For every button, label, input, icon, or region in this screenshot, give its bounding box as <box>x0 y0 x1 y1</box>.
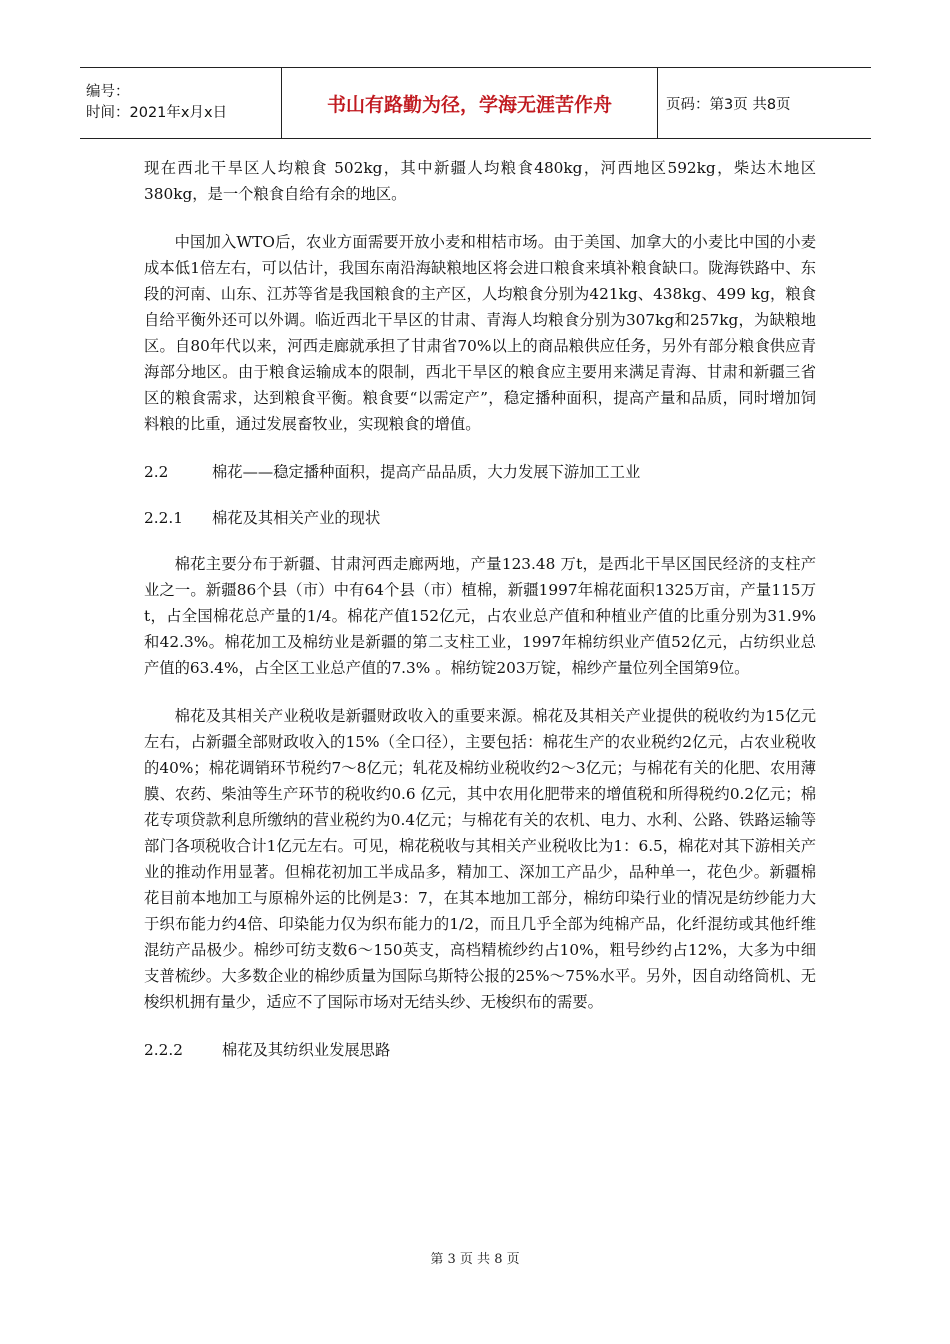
section-number: 2.2 <box>144 463 169 481</box>
page-footer <box>0 1248 950 1267</box>
section-number: 2.2.1 <box>144 509 183 527</box>
section-number: 2.2.2 <box>144 1041 183 1059</box>
paragraph-wto-grain: 中国加入WTO后，农业方面需要开放小麦和柑桔市场。由于美国、加拿大的小麦比中国的小麦成本低1倍左右，可以估计，我国东南沿海缺粮地区将会进口粮食来填补粮食缺口。陇海铁路中、东段的河南、山东、江苏等省是我国粮食的主产区，人均粮食分别为421kg、438kg、499 kg，粮食自给平衡外还可以外调。临近西北干旱区的甘肃、青海人均粮食分别为307kg和257kg，为缺粮地区。自80年代以来，河西走廊就承担了甘肃省70%以上的商品粮供应任务，另外有部分粮食供应青海部分地区。由于粮食运输成本的限制，西北干旱区的粮食应主要用来满足青海、甘肃和新疆三省区的粮食需求，达到粮食平衡。粮食要“以需定产”，稳定播种面积，提高产量和品质，同时增加饲料粮的比重，通过发展畜牧业，实现粮食的增值。 <box>144 233 816 433</box>
paragraph-cotton-tax: 棉花及其相关产业税收是新疆财政收入的重要来源。棉花及其相关产业提供的税收约为15亿元左右，占新疆全部财政收入的15%（全口径），主要包括：棉花生产的农业税约2亿元，占农业税收的40%；棉花调销环节税约7～8亿元；轧花及棉纺业税收约2～3亿元；与棉花有关的化肥、农用薄膜、农药、柴油等生产环节的税收约0.6 亿元，其中农用化肥带来的增值税和所得税约0.2亿元；棉花专项贷款利息所缴纳的营业税约为0.4亿元；与棉花有关的农机、电力、水利、公路、铁路运输等部门各项税收合计1亿元左右。可见，棉花税收与其相关产业税收比为1：6.5，棉花对其下游相关产业的推动作用显著。但棉花初加工半成品多，精加工、深加工产品少，品种单一，花色少。新疆棉花目前本地加工与原棉外运的比例是3：7，在其本地加工部分，棉纺印染行业的情况是纺纱能力大于织布能力约4倍、印染能力仅为织布能力的1/2，而且几乎全部为纯棉产品，化纤混纺或其他纤维混纺产品极少。棉纱可纺支数6～150英支，高档精梳纱约占10%，粗号纱约占12%，大多为中细支普梳纱。大多数企业的棉纱质量为国际乌斯特公报的25%～75%水平。另外，因自动络筒机、无梭织机拥有量少，适应不了国际市场对无结头纱、无梭织布的需要。 <box>144 707 816 1011</box>
section-title: 棉花及其纺织业发展思路 <box>222 1041 391 1059</box>
header-page-cell <box>658 68 871 138</box>
paragraph-grain-surplus: 现在西北干旱区人均粮食 502kg，其中新疆人均粮食480kg，河西地区592kg，柴达木地区380kg，是一个粮食自给有余的地区。 <box>144 159 816 203</box>
page-number-label: 页码：第3页 共8页 <box>666 96 791 113</box>
section-title: 棉花——稳定播种面积，提高产品品质，大力发展下游加工工业 <box>212 463 641 481</box>
motto-text: 书山有路勤为径，学海无涯苦作舟 <box>326 93 612 116</box>
footer-page-number: 第 3 页 共 8 页 <box>430 1252 520 1267</box>
section-heading-2-2-2 <box>144 1037 816 1063</box>
section-heading-2-2 <box>144 459 816 485</box>
header-left-cell <box>80 68 281 138</box>
doc-number-label: 编号： <box>86 84 130 100</box>
document-body <box>144 155 816 1063</box>
date-label: 时间：2021年x月x日 <box>86 105 228 121</box>
paragraph-cotton-status: 棉花主要分布于新疆、甘肃河西走廊两地，产量123.48 万t，是西北干旱区国民经济的支柱产业之一。新疆86个县（市）中有64个县（市）植棉，新疆1997年棉花面积1325万亩，产量115万t，占全国棉花总产量的1/4。棉花产值152亿元，占农业总产值和种植业产值的比重分别为31.9%和42.3%。棉花加工及棉纺业是新疆的第二支柱工业，1997年棉纺织业产值52亿元，占纺织业总产值的63.4%，占全区工业总产值的7.3% 。棉纺锭203万锭，棉纱产量位列全国第9位。 <box>144 555 816 677</box>
section-heading-2-2-1 <box>144 505 816 531</box>
section-title: 棉花及其相关产业的现状 <box>212 509 381 527</box>
header-motto-cell <box>281 68 658 138</box>
page-header <box>80 67 871 139</box>
